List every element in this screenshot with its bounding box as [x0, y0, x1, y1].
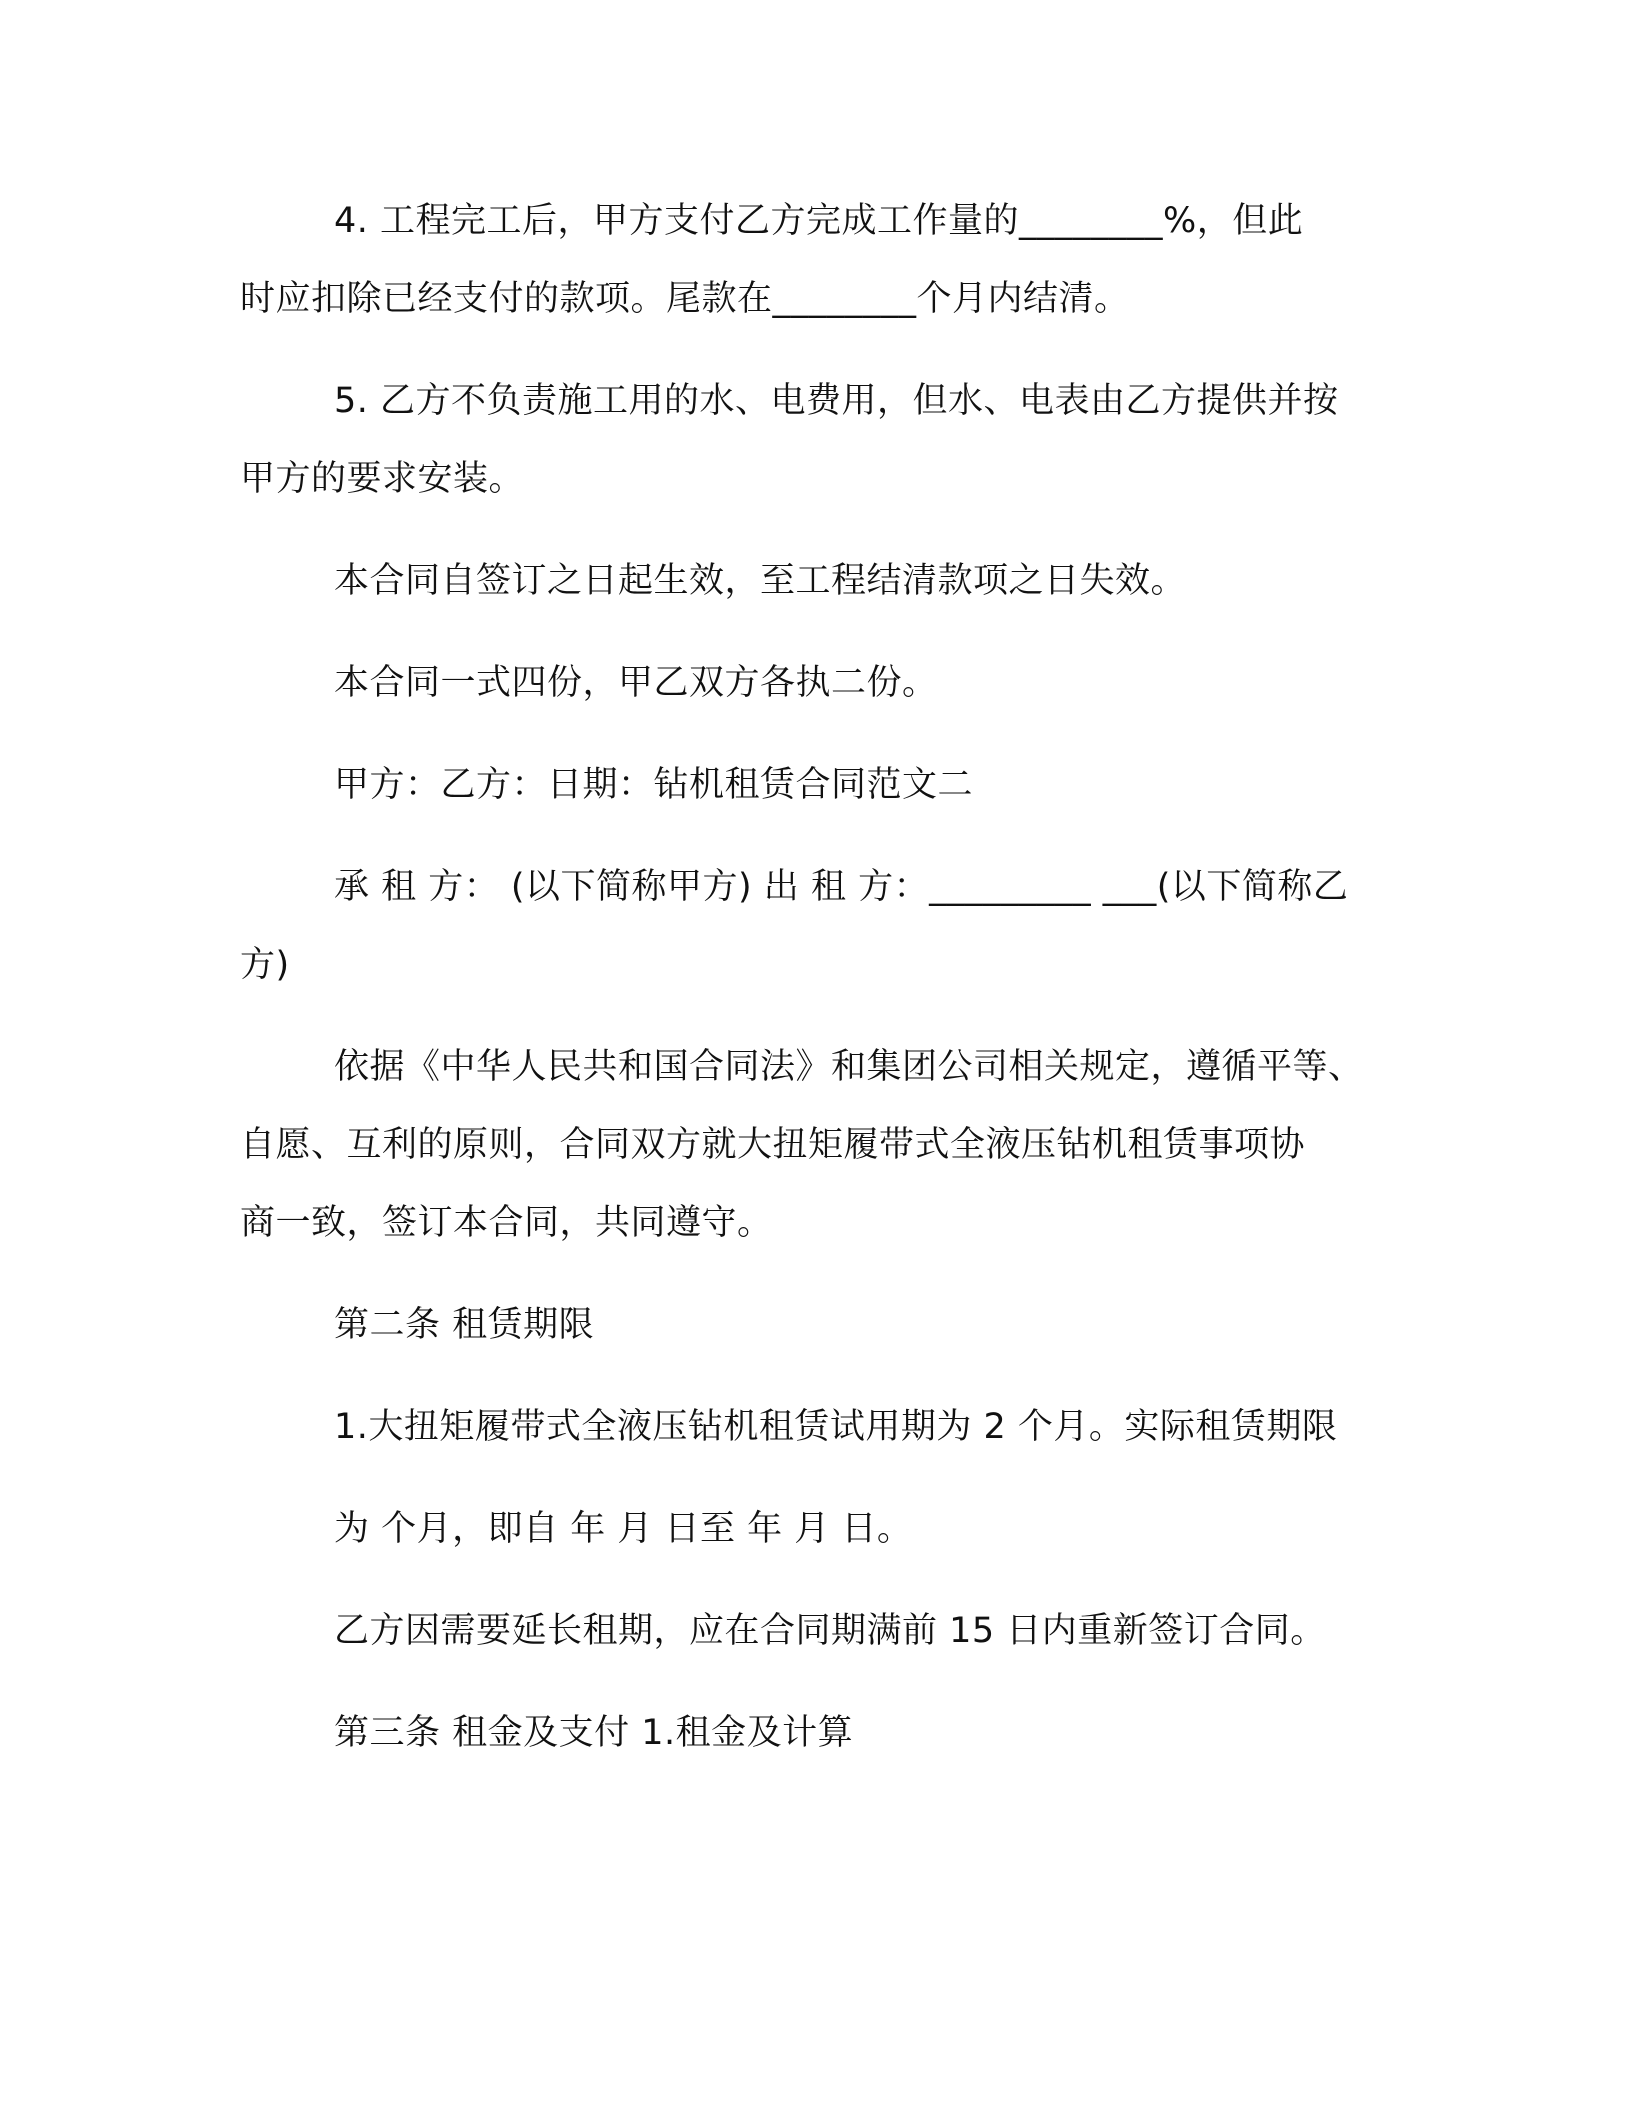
text-line: 本合同自签订之日起生效，至工程结清款项之日失效。 — [334, 561, 1187, 601]
text-line: 第三条 租金及支付 1.租金及计算 — [334, 1713, 854, 1753]
heading-article-two — [240, 1286, 1390, 1364]
text-line: 甲方：乙方：日期：钻机租赁合同范文二 — [334, 765, 974, 805]
text-line: 商一致，签订本合同，共同遵守。 — [240, 1203, 773, 1243]
text-line: 第二条 租赁期限 — [334, 1305, 595, 1345]
paragraph-lease-duration — [240, 1490, 1390, 1568]
text-line: 时应扣除已经支付的款项。尾款在________个月内结清。 — [240, 279, 1130, 319]
text-line: 自愿、互利的原则，合同双方就大扭矩履带式全液压钻机租赁事项协 — [240, 1125, 1306, 1165]
text-line: 方) — [240, 945, 290, 985]
paragraph-legal-basis — [240, 1028, 1390, 1262]
text-line: 本合同一式四份，甲乙双方各执二份。 — [334, 663, 938, 703]
text-line: 承 租 方： (以下简称甲方) 出 租 方：_________ ___(以下简称乙 — [334, 867, 1349, 907]
text-line: 乙方因需要延长租期，应在合同期满前 15 日内重新签订合同。 — [334, 1611, 1326, 1651]
text-line: 4. 工程完工后，甲方支付乙方完成工作量的________%，但此 — [334, 201, 1304, 241]
text-line: 依据《中华人民共和国合同法》和集团公司相关规定，遵循平等、 — [334, 1047, 1364, 1087]
paragraph-utilities — [240, 362, 1390, 518]
paragraph-extension — [240, 1592, 1390, 1670]
paragraph-completion-payment — [240, 182, 1390, 338]
paragraph-effective-date — [240, 542, 1390, 620]
text-line: 1.大扭矩履带式全液压钻机租赁试用期为 2 个月。实际租赁期限 — [334, 1407, 1338, 1447]
paragraph-signatures-title — [240, 746, 1390, 824]
text-line: 5. 乙方不负责施工用的水、电费用，但水、电表由乙方提供并按 — [334, 381, 1339, 421]
text-line: 为 个月，即自 年 月 日至 年 月 日。 — [334, 1509, 913, 1549]
paragraph-trial-period — [240, 1388, 1390, 1466]
heading-article-three — [240, 1694, 1390, 1772]
text-line: 甲方的要求安装。 — [240, 459, 525, 499]
paragraph-copies — [240, 644, 1390, 722]
paragraph-parties — [240, 848, 1390, 1004]
